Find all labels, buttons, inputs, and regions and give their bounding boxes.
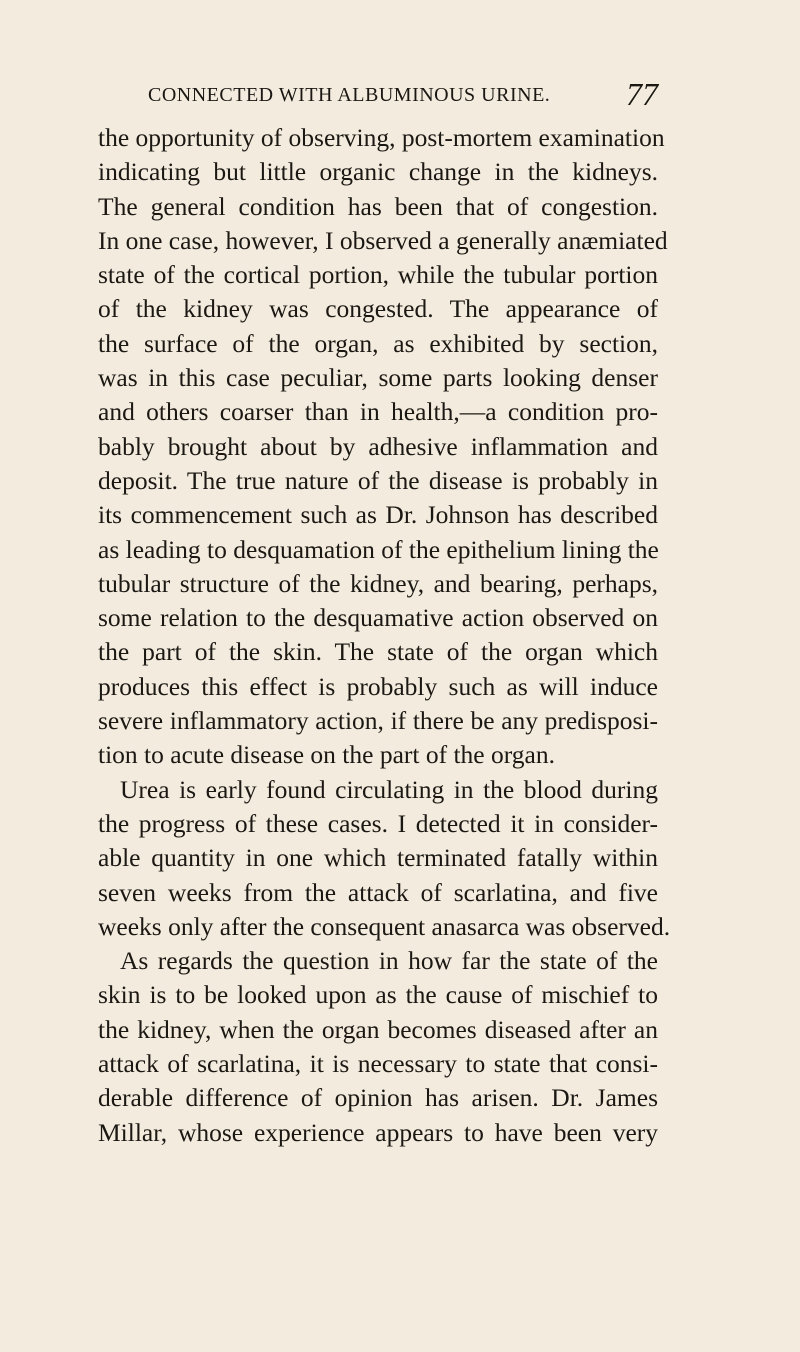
running-title: CONNECTED WITH ALBUMINOUS URINE. — [148, 84, 551, 106]
text-line: produces this effect is probably such as will induce — [98, 671, 658, 701]
text-line: its commencement such as Dr. Johnson has described — [98, 500, 658, 530]
text-line: weeks only after the consequent anasarca was observed. — [98, 911, 671, 941]
text-line: bably brought about by adhesive inflammation and — [98, 431, 658, 461]
paragraph-first-line: As regards the question in how far the state of the — [120, 946, 658, 976]
text-line: the surface of the organ, as exhibited by section, — [98, 328, 658, 358]
text-line: severe inflammatory action, if there be any predisposi- — [98, 706, 658, 736]
text-line: Millar, whose experience appears to have been very — [98, 1117, 658, 1147]
page-number: 77 — [626, 76, 658, 112]
running-head — [148, 78, 658, 118]
text-line: state of the cortical portion, while the tubular portion — [98, 260, 658, 290]
text-line: tubular structure of the kidney, and bearing, perhaps, — [98, 568, 658, 598]
text-line: attack of scarlatina, it is necessary to state that consi- — [98, 1049, 658, 1079]
text-line: seven weeks from the attack of scarlatina, and five — [98, 877, 658, 907]
text-line: the opportunity of observing, post-mortem examination — [98, 123, 665, 152]
text-line: In one case, however, I observed a generally anæmiated — [98, 225, 668, 255]
text-line: skin is to be looked upon as the cause of mischief to — [98, 980, 658, 1010]
text-line: and others coarser than in health,—a condition pro- — [98, 397, 658, 427]
text-line: deposit. The true nature of the disease is probably in — [98, 465, 658, 495]
text-line: The general condition has been that of congestion. — [98, 191, 658, 221]
text-line: able quantity in one which terminated fatally within — [98, 843, 658, 873]
text-line: tion to acute disease on the part of the organ. — [98, 740, 555, 770]
text-line: some relation to the desquamative action observed on — [98, 603, 658, 633]
text-line: indicating but little organic change in the kidneys. — [98, 157, 658, 187]
text-line: the progress of these cases. I detected it in consider- — [98, 808, 658, 838]
text-line: as leading to desquamation of the epithelium lining the — [98, 534, 659, 564]
text-line: the kidney, when the organ becomes diseased after an — [98, 1014, 658, 1044]
text-line: derable difference of opinion has arisen. Dr. James — [98, 1083, 658, 1113]
paragraph-first-line: Urea is early found circulating in the blood during — [120, 774, 658, 804]
text-line: of the kidney was congested. The appearance of — [98, 294, 658, 324]
body-text — [98, 121, 671, 1150]
text-line: the part of the skin. The state of the organ which — [98, 637, 658, 667]
text-line: was in this case peculiar, some parts looking denser — [98, 363, 658, 393]
